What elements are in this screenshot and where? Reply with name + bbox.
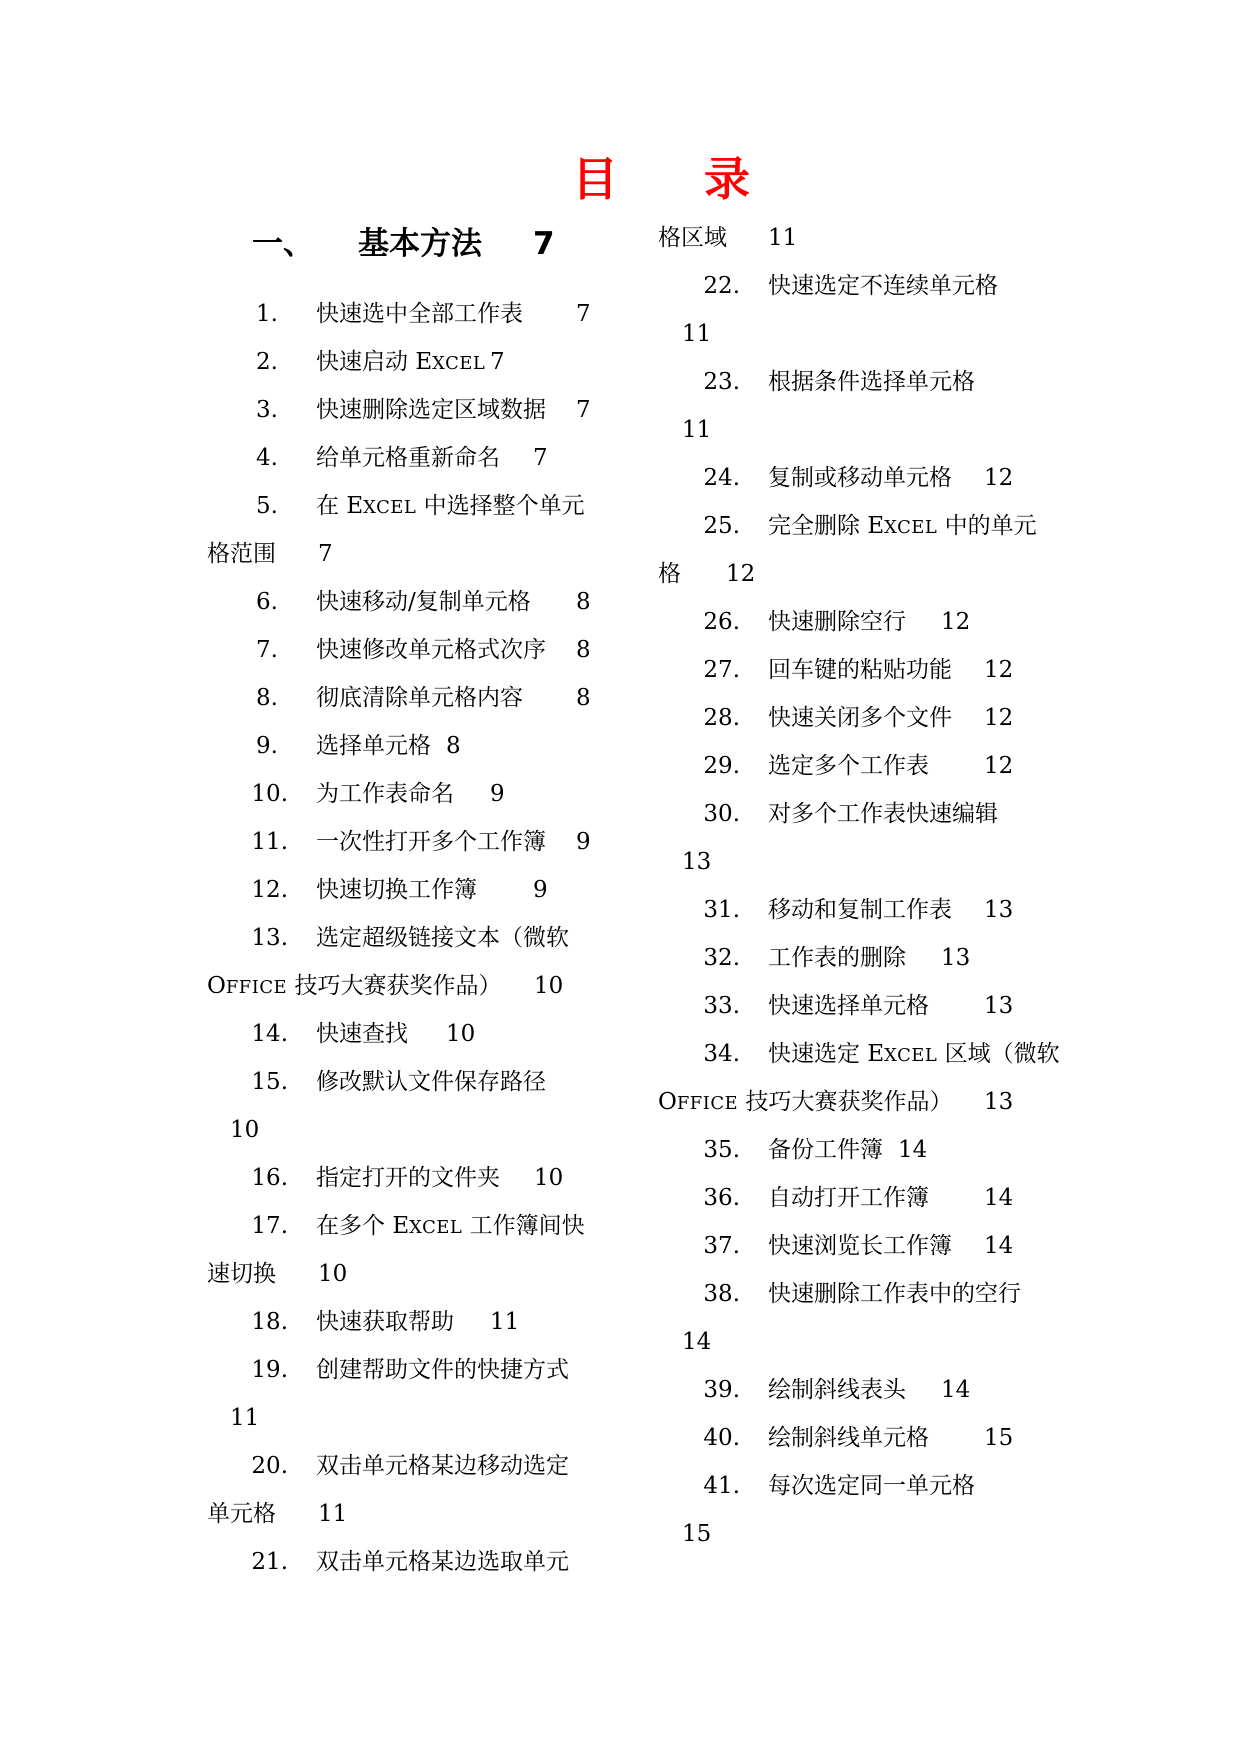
title-char-1: 目 <box>572 152 618 206</box>
title-char-2: 录 <box>704 152 750 206</box>
chapter-title: 基本方法 <box>358 226 482 262</box>
chapter-number: 一、 <box>252 226 314 262</box>
toc-title <box>0 152 1241 212</box>
chapter-page: 7 <box>533 226 555 262</box>
